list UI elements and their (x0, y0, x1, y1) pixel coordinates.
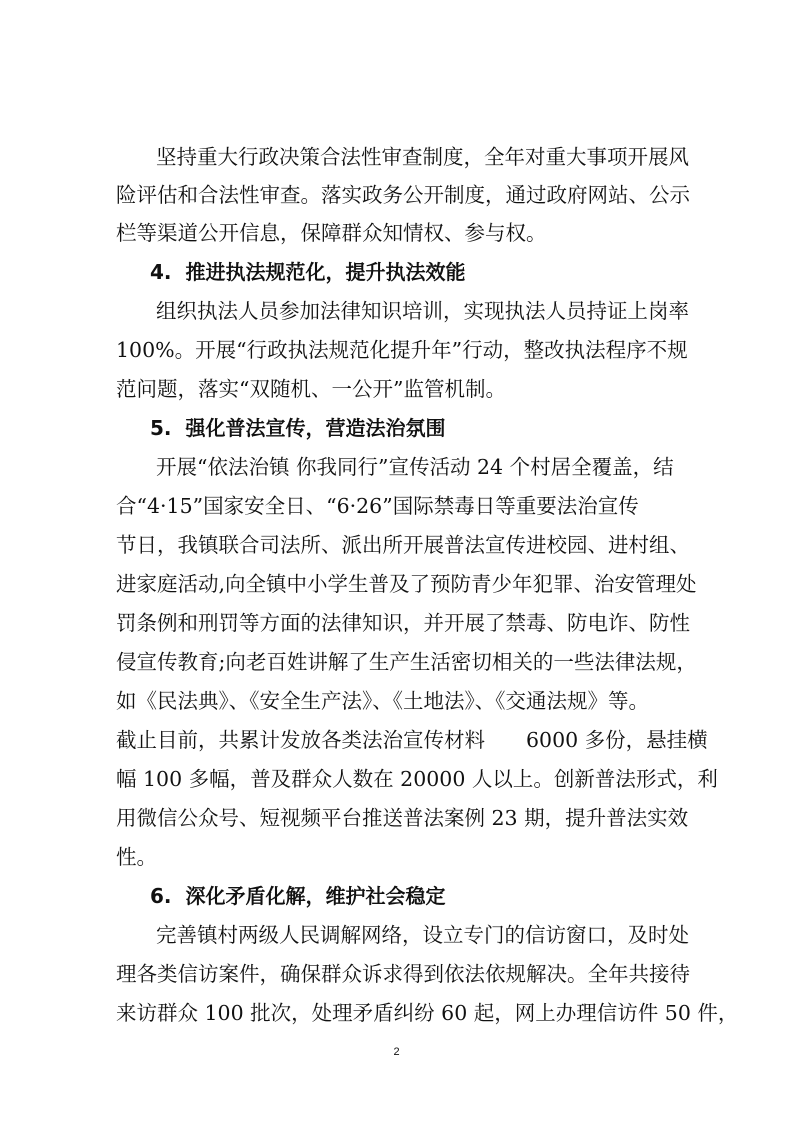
section-heading-5 (150, 409, 446, 447)
section-heading-6 (150, 877, 446, 915)
paragraph-line: 节日，我镇联合司法所、派出所开展普法宣传进校园、进村组、 (116, 533, 690, 557)
paragraph-line: 100%。开展“行政执法规范化提升年”行动，整改执法程序不规 (116, 338, 688, 362)
paragraph-line: 险评估和合法性审查。落实政务公开制度，通过政府网站、公示 (116, 183, 690, 207)
section-number: 6. (150, 884, 172, 908)
paragraph-line: 合“4·15”国家安全日、“6·26”国际禁毒日等重要法治宣传 (116, 494, 639, 518)
paragraph-line: 坚持重大行政决策合法性审查制度，全年对重大事项开展风 (156, 145, 689, 169)
section-heading-4 (150, 253, 466, 291)
paragraph-line: 范问题，落实“双随机、一公开”监管机制。 (116, 377, 506, 401)
paragraph-line: 理各类信访案件，确保群众诉求得到依法依规解决。全年共接待 (116, 962, 690, 986)
paragraph-line: 栏等渠道公开信息，保障群众知情权、参与权。 (116, 221, 547, 245)
section-number: 5. (150, 416, 172, 440)
paragraph-line: 完善镇村两级人民调解网络，设立专门的信访窗口，及时处 (156, 923, 689, 947)
page-number: 2 (393, 1046, 400, 1058)
paragraph-line: 截止目前，共累计发放各类法治宣传材料 6000 多份，悬挂横 (116, 728, 708, 752)
section-title: 强化普法宣传，营造法治氛围 (185, 416, 446, 440)
paragraph-line: 用微信公众号、短视频平台推送普法案例 23 期，提升普法实效 (116, 806, 689, 830)
section-number: 4. (150, 260, 172, 284)
section-title: 深化矛盾化解，维护社会稳定 (185, 884, 446, 908)
paragraph-line: 性。 (116, 845, 157, 869)
paragraph-line: 罚条例和刑罚等方面的法律知识，并开展了禁毒、防电诈、防性 (116, 611, 690, 635)
paragraph-line: 进家庭活动,向全镇中小学生普及了预防青少年犯罪、治安管理处 (116, 572, 697, 596)
paragraph-line: 来访群众 100 批次，处理矛盾纠纷 60 起，网上办理信访件 50 件， (116, 1001, 739, 1025)
paragraph-line: 侵宣传教育;向老百姓讲解了生产生活密切相关的一些法律法规， (116, 650, 697, 674)
section-title: 推进执法规范化，提升执法效能 (185, 260, 466, 284)
paragraph-line: 组织执法人员参加法律知识培训，实现执法人员持证上岗率 (156, 299, 689, 323)
paragraph-line: 幅 100 多幅，普及群众人数在 20000 人以上。创新普法形式，利 (116, 767, 718, 791)
paragraph-line: 开展“依法治镇 你我同行”宣传活动 24 个村居全覆盖，结 (156, 455, 674, 479)
paragraph-line: 如《民法典》、《安全生产法》、《土地法》、《交通法规》等。 (116, 689, 649, 713)
